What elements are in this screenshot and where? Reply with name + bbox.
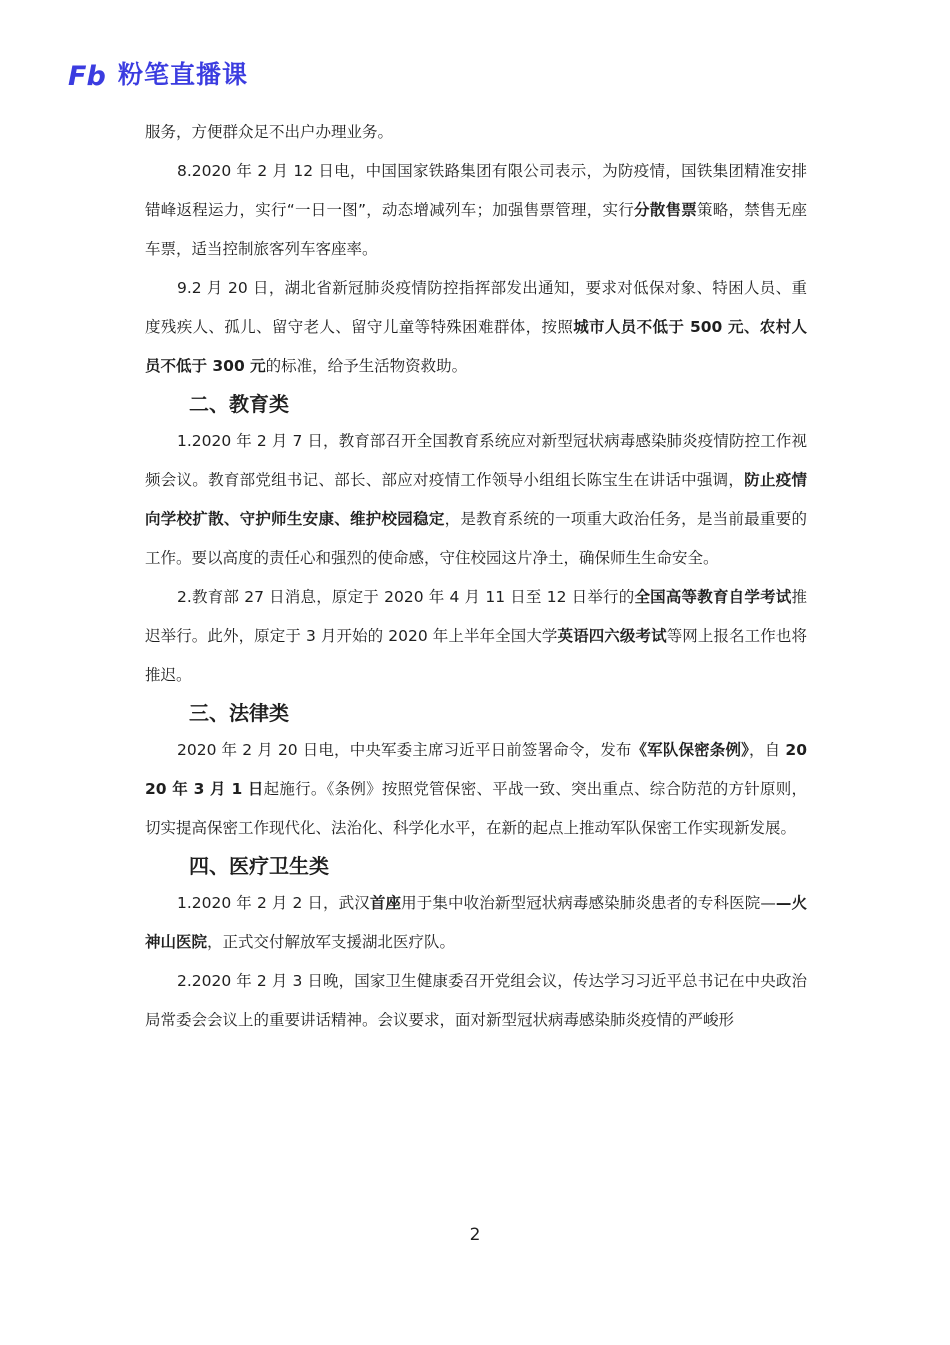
emphasis: 《军队保密条例》 — [631, 741, 750, 759]
emphasis: 城市人员不低于 500 元、农村人员不低于 300 元 — [145, 318, 807, 375]
emphasis: 英语四六级考试 — [557, 627, 667, 645]
paragraph-continuation: 服务，方便群众足不出户办理业务。 — [145, 123, 394, 141]
paragraph-medical-2: 2.2020 年 2 月 3 日晚，国家卫生健康委召开党组会议，传达学习习近平总书记在中央政治局常委会会议上的重要讲话精神。会议要求，面对新型冠状病毒感染肺炎疫情的严峻形 — [145, 972, 807, 1029]
paragraph-education-1: 1.2020 年 2 月 7 日，教育部召开全国教育系统应对新型冠状病毒感染肺炎疫情防控工作视频会议。教育部党组书记、部长、部应对疫情工作领导小组组长陈宝生在讲话中强调，防止疫情向学校扩散、守护师生安康、维护校园稳定，是教育系统的一项重大政治任务，是当前最重要的工作。要以高度的责任心和强烈的使命感，守住校园这片净土，确保师生生命安全。 — [145, 432, 807, 567]
page-number: 2 — [469, 1225, 481, 1245]
section-heading-medical: 四、医疗卫生类 — [189, 854, 329, 878]
fb-logo-icon — [68, 60, 110, 90]
paragraph-law-1: 2020 年 2 月 20 日电，中央军委主席习近平日前签署命令，发布《军队保密条例》，自 2020 年 3 月 1 日起施行。《条例》按照党管保密、平战一致、突出重点、综合防范的方针原则，切实提高保密工作现代化、法治化、科学化水平，在新的起点上推动军队保密工作实现新发展。 — [145, 741, 807, 837]
emphasis: 2020 年 3 月 1 日 — [145, 741, 807, 798]
paragraph-item-9: 9.2 月 20 日，湖北省新冠肺炎疫情防控指挥部发出通知，要求对低保对象、特困人员、重度残疾人、孤儿、留守老人、留守儿童等特殊困难群体，按照城市人员不低于 500 元、农村人员不低于 300 元的标准，给予生活物资救助。 — [145, 279, 807, 375]
emphasis: 首座 — [369, 894, 402, 912]
paragraph-item-8: 8.2020 年 2 月 12 日电，中国国家铁路集团有限公司表示，为防疫情，国铁集团精准安排错峰返程运力，实行“一日一图”，动态增减列车；加强售票管理，实行分散售票策略，禁售无座车票，适当控制旅客列车客座率。 — [145, 162, 807, 258]
paragraph-medical-1: 1.2020 年 2 月 2 日，武汉首座用于集中收治新型冠状病毒感染肺炎患者的专科医院——火神山医院，正式交付解放军支援湖北医疗队。 — [145, 894, 807, 951]
emphasis: 防止疫情向学校扩散、守护师生安康、维护校园稳定 — [145, 471, 807, 528]
logo-text: 粉笔直播课 — [118, 60, 249, 89]
emphasis: —火神山医院 — [145, 894, 807, 951]
emphasis: 全国高等教育自学考试 — [634, 588, 792, 606]
section-heading-law: 三、法律类 — [189, 701, 289, 725]
section-heading-education: 二、教育类 — [189, 392, 289, 416]
brand-logo — [68, 58, 248, 92]
emphasis: 分散售票 — [634, 201, 697, 219]
paragraph-education-2: 2.教育部 27 日消息，原定于 2020 年 4 月 11 日至 12 日举行的全国高等教育自学考试推迟举行。此外，原定于 3 月开始的 2020 年上半年全国大学英语四六级考试等网上报名工作也将推迟。 — [145, 588, 807, 684]
document-body — [145, 113, 807, 1040]
svg-text:Fb: Fb — [68, 61, 106, 90]
